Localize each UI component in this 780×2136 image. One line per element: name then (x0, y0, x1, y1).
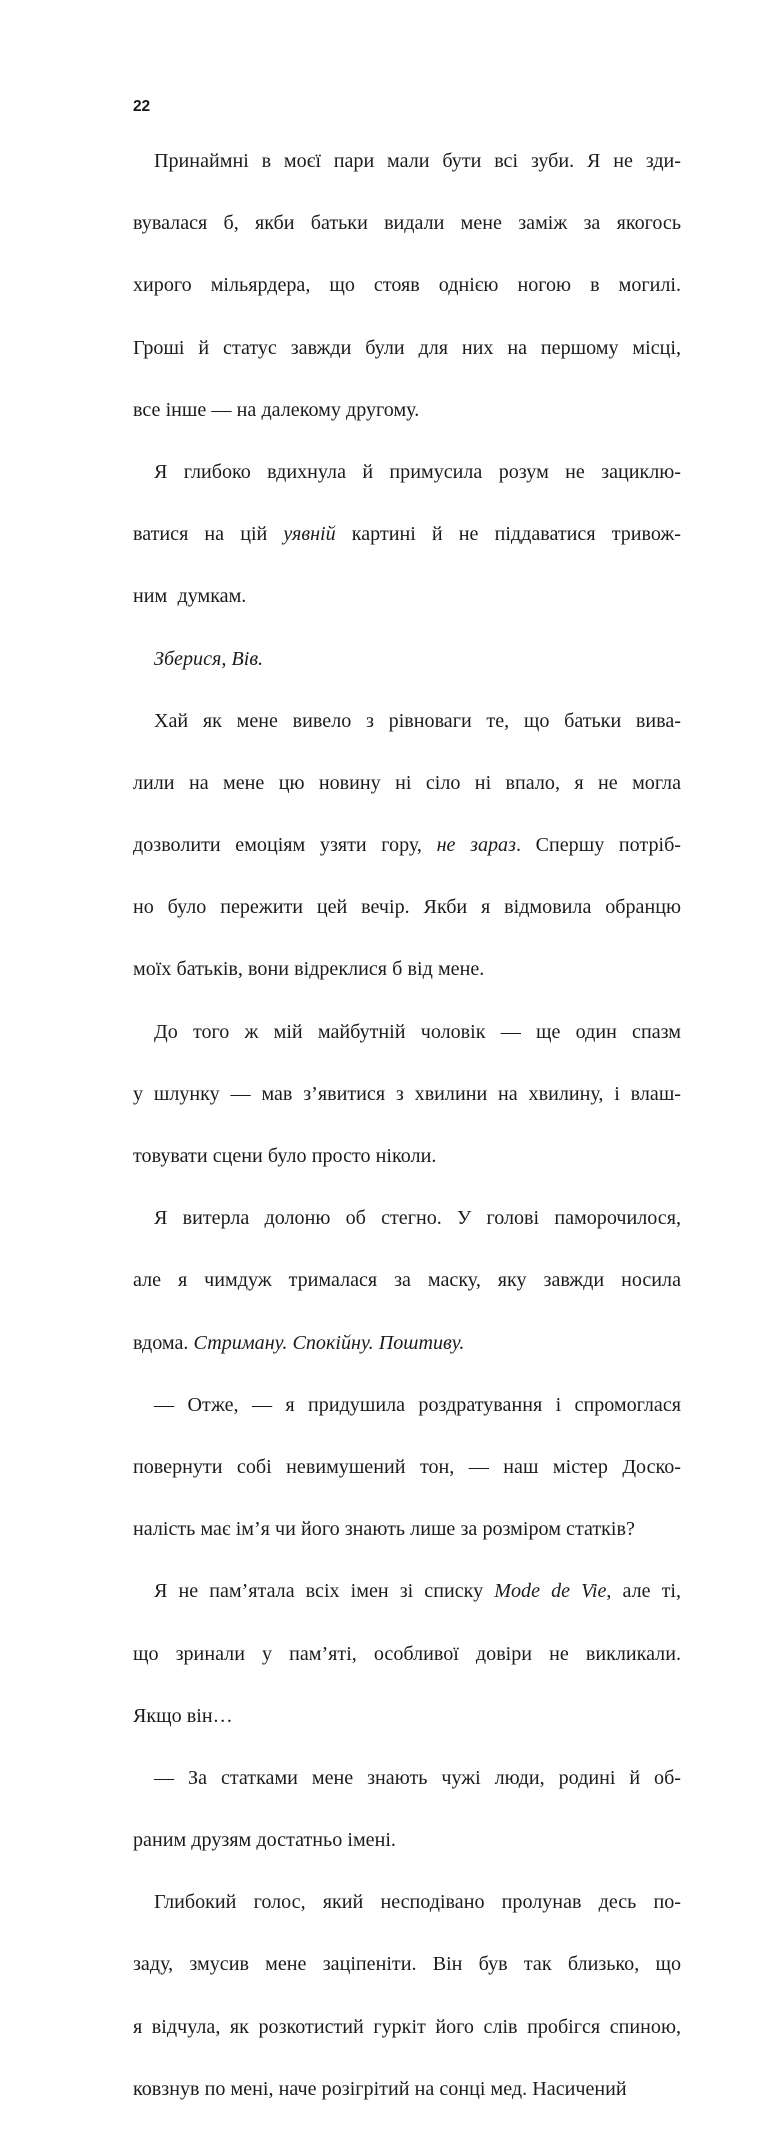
text-line (133, 1079, 681, 1141)
text-run: — Отже, — я придушила роздратування і спромоглася (154, 1393, 681, 1416)
paragraph (133, 1390, 681, 1577)
text-line (133, 768, 681, 830)
text-run: Гроші й статус завжди були для них на першому місці, (133, 336, 681, 359)
text-run: ковзнув по мені, наче розігрітий на сонці мед. Насичений (133, 2077, 627, 2100)
text-run: . Спершу потріб- (515, 834, 681, 857)
text-line (133, 457, 681, 519)
text-run: вдома. (133, 1331, 194, 1354)
text-line (133, 1017, 681, 1079)
text-run: все інше — на далекому другому. (133, 398, 420, 421)
text-line (133, 1639, 681, 1701)
paragraph (133, 146, 681, 457)
text-run: Глибокий голос, який несподівано пролунав десь по- (154, 1891, 681, 1914)
page-number: 22 (133, 98, 151, 115)
paragraph (133, 1576, 681, 1763)
text-run: Я витерла долоню об стегно. У голові паморочилося, (154, 1207, 681, 1230)
text-line (133, 1328, 681, 1359)
text-line (133, 1265, 681, 1327)
paragraph (133, 644, 681, 706)
text-line (133, 1141, 681, 1172)
text-run: у шлунку — мав з’явитися з хвилини на хвилину, і влаш- (133, 1082, 681, 1105)
text-line (133, 333, 681, 395)
text-run: Я не пам’ятала всіх імен зі списку (154, 1580, 495, 1603)
text-run: лили на мене цю новину ні сіло ні впало, я не могла (133, 771, 681, 794)
text-run: вувалася б, якби батьки видали мене заміж за якогось (133, 212, 681, 235)
text-run: Якщо він… (133, 1704, 233, 1727)
emphasis-text: Mode de Vie (494, 1580, 607, 1603)
emphasis-text: уявній (283, 523, 336, 546)
text-run: ним думкам. (133, 585, 247, 608)
text-run: ватися на цій (133, 523, 284, 546)
text-line (133, 1825, 681, 1856)
text-line (133, 519, 681, 581)
text-run: моїх батьків, вони відреклися б від мене. (133, 958, 485, 981)
paragraph (133, 457, 681, 644)
text-run: хирого мільярдера, що стояв однією ногою в могилі. (133, 274, 681, 297)
text-run: раним друзям достатньо імені. (133, 1829, 396, 1852)
text-run: я відчула, як розкотистий гуркіт його слів пробігся спиною, (133, 2015, 681, 2038)
text-run: але я чимдуж трималася за маску, яку завжди носила (133, 1269, 681, 1292)
emphasis-text: не зараз (436, 834, 516, 857)
text-line (133, 395, 681, 426)
text-line (133, 2074, 681, 2105)
text-line (133, 2012, 681, 2074)
text-line (133, 1949, 681, 2011)
text-line (133, 954, 681, 985)
paragraph (133, 1203, 681, 1390)
text-run: Я глибоко вдихнула й примусила розум не зациклю- (154, 460, 681, 483)
text-line (133, 892, 681, 954)
text-line (133, 1701, 681, 1732)
body-text-block (133, 146, 681, 2136)
text-run: дозволити емоціям узяти гору, (133, 834, 437, 857)
text-run: що зринали у пам’яті, особливої довіри не викликали. (133, 1642, 681, 1665)
text-line (133, 706, 681, 768)
text-line (133, 146, 681, 208)
paragraph (133, 1887, 681, 2136)
text-run: Принаймні в моєї пари мали бути всі зуби. Я не зди- (154, 150, 681, 172)
text-run: картині й не піддаватися тривож- (335, 523, 681, 546)
text-line (133, 1576, 681, 1638)
text-line (133, 208, 681, 270)
text-line (133, 644, 681, 675)
text-run: товувати сцени було просто ніколи. (133, 1145, 437, 1167)
text-line (133, 581, 681, 612)
text-line (133, 1763, 681, 1825)
paragraph (133, 1763, 681, 1887)
text-line (133, 1203, 681, 1265)
text-line (133, 830, 681, 892)
text-run: — За статками мене знають чужі люди, родині й об- (154, 1766, 681, 1789)
text-run: заду, змусив мене заціпеніти. Він був так близько, що (133, 1953, 681, 1976)
text-run: Хай як мене вивело з рівноваги те, що батьки вива- (154, 709, 681, 732)
text-line (133, 1390, 681, 1452)
text-line (133, 1887, 681, 1949)
text-run: повернути собі невимушений тон, — наш містер Доско- (133, 1455, 681, 1478)
text-run: До того ж мій майбутній чоловік — ще один спазм (154, 1020, 681, 1043)
emphasis-text: Стриману. Спокійну. Поштиву. (193, 1331, 465, 1354)
text-line (133, 1514, 681, 1545)
text-run: налість має ім’я чи його знають лише за розміром статків? (133, 1518, 635, 1541)
text-run: , але ті, (606, 1580, 682, 1603)
text-line (133, 270, 681, 332)
text-run: но було пережити цей вечір. Якби я відмовила обранцю (133, 896, 681, 919)
paragraph (133, 1017, 681, 1204)
emphasis-text: Зберися, Вів. (154, 647, 264, 670)
text-line (133, 1452, 681, 1514)
paragraph (133, 706, 681, 1017)
